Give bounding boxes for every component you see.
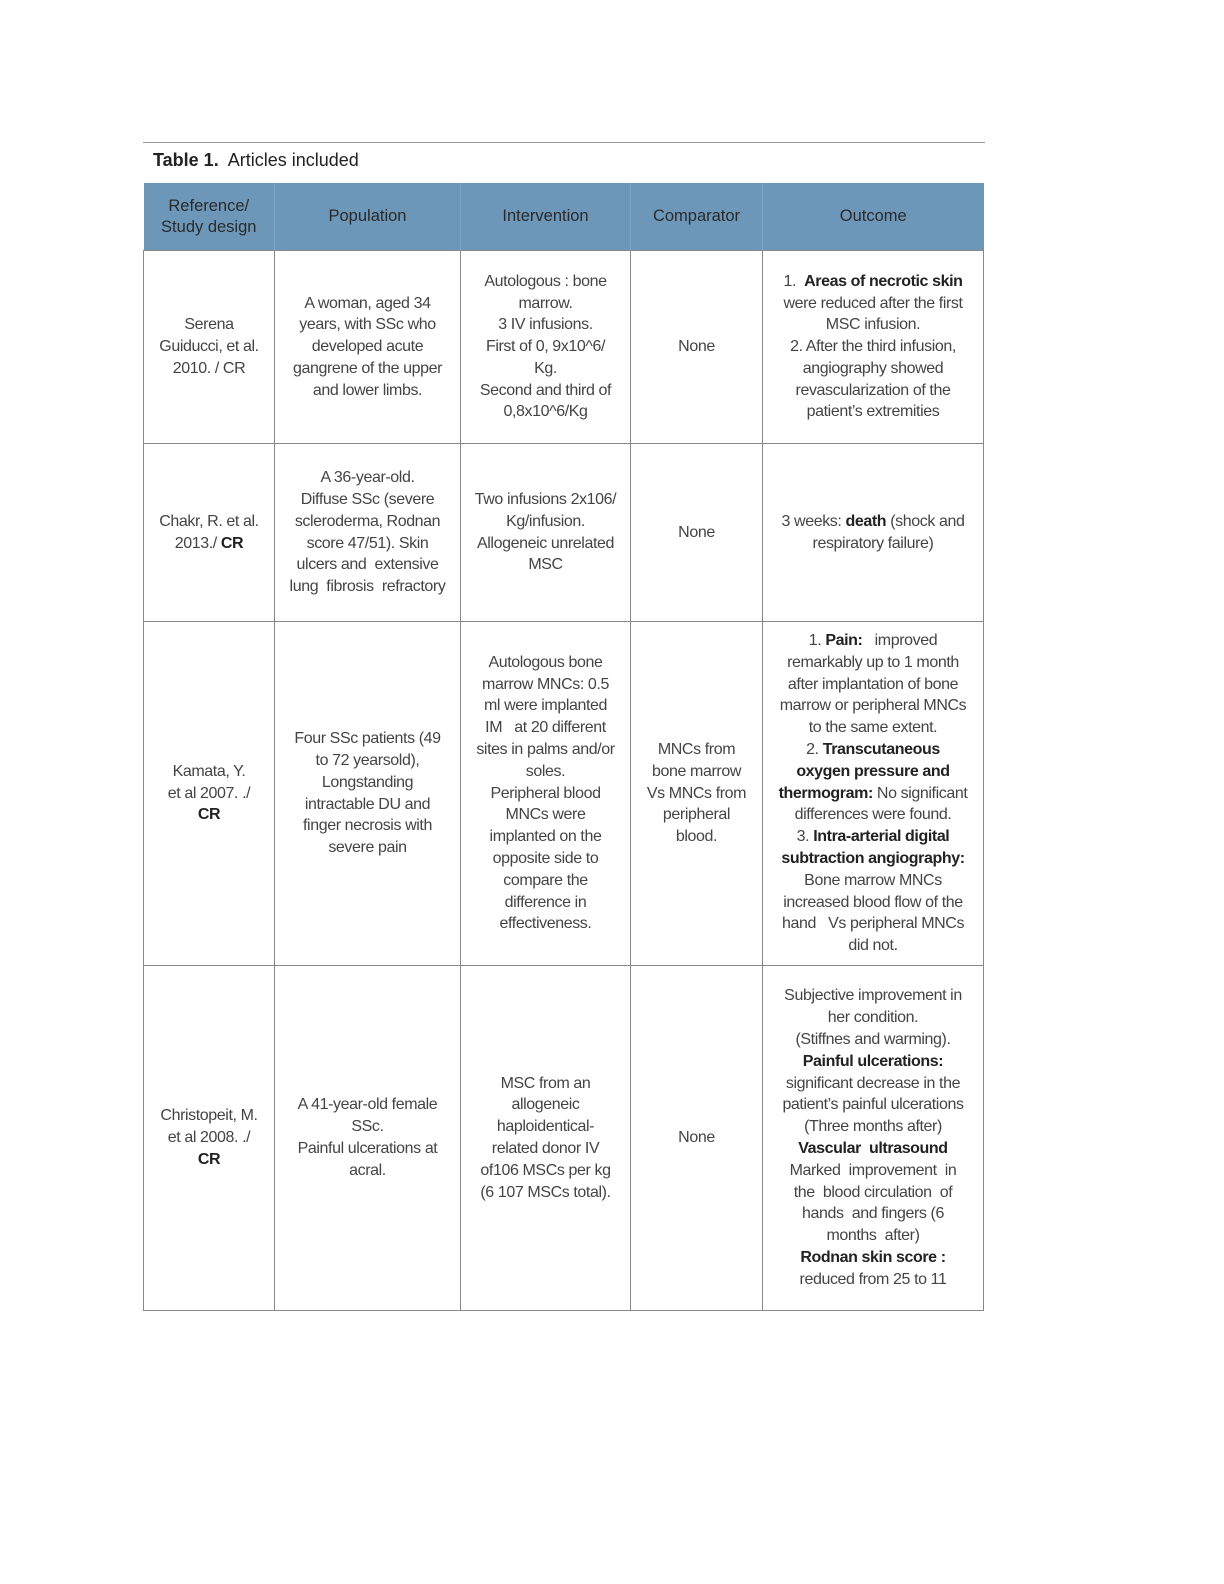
cell-line bbox=[461, 804, 630, 826]
bold-text: Intra-arterial digital bbox=[813, 828, 950, 846]
text: Kg/infusion. bbox=[506, 512, 585, 530]
cell-line bbox=[631, 522, 762, 544]
text: hands and fingers (6 bbox=[802, 1205, 944, 1223]
cell-line bbox=[763, 848, 983, 870]
text: ulcers and extensive bbox=[296, 556, 439, 574]
text: Guiducci, et al. bbox=[159, 338, 259, 356]
cell-line bbox=[763, 1247, 983, 1269]
text: No significant bbox=[872, 784, 968, 802]
text: differences were found. bbox=[794, 806, 952, 824]
header-text: Outcome bbox=[839, 207, 907, 225]
cell-line bbox=[461, 674, 630, 696]
text: haploidentical- bbox=[496, 1118, 595, 1136]
text: effectiveness. bbox=[499, 915, 592, 933]
text: scleroderma, Rodnan bbox=[294, 512, 441, 530]
bold-text: CR bbox=[197, 806, 221, 824]
cell-line bbox=[763, 1225, 983, 1247]
cell-line bbox=[275, 815, 460, 837]
cell-line bbox=[763, 1094, 983, 1116]
text: Autologous : bone bbox=[484, 272, 607, 290]
text: lung fibrosis refractory bbox=[289, 578, 446, 596]
text: improved bbox=[862, 632, 938, 650]
text: 0,8x10^6/Kg bbox=[503, 403, 588, 421]
cell-line bbox=[763, 1182, 983, 1204]
text: the blood circulation of bbox=[793, 1183, 953, 1201]
bold-text: Rodnan skin score : bbox=[800, 1248, 946, 1266]
cell-line bbox=[275, 772, 460, 794]
cell-line bbox=[631, 804, 762, 826]
cell-line bbox=[275, 358, 460, 380]
cell-line bbox=[631, 826, 762, 848]
header-outcome bbox=[763, 183, 984, 251]
text: opposite side to bbox=[492, 849, 599, 867]
cell-line bbox=[461, 1160, 630, 1182]
text: significant decrease in the bbox=[785, 1074, 961, 1092]
cell-line bbox=[144, 336, 274, 358]
cell-line bbox=[763, 511, 983, 533]
text: patient’s extremities bbox=[806, 403, 940, 421]
cell-intervention bbox=[461, 444, 631, 622]
cell-intervention bbox=[461, 251, 631, 444]
text: developed acute bbox=[311, 338, 424, 356]
cell-line bbox=[144, 1127, 274, 1149]
cell-line bbox=[763, 717, 983, 739]
text: acral. bbox=[349, 1161, 386, 1179]
cell-line bbox=[763, 1138, 983, 1160]
text: Four SSc patients (49 bbox=[294, 730, 441, 748]
cell-comparator bbox=[631, 444, 763, 622]
text: MSC bbox=[528, 556, 563, 574]
text: et al 2007. ./ bbox=[167, 784, 251, 802]
text: Serena bbox=[184, 316, 234, 334]
cell-line bbox=[461, 1094, 630, 1116]
cell-outcome bbox=[763, 966, 984, 1311]
cell-line bbox=[461, 1116, 630, 1138]
text: sites in palms and/or bbox=[476, 741, 615, 758]
text: compare the bbox=[503, 871, 588, 889]
cell-reference bbox=[144, 622, 275, 966]
cell-line bbox=[144, 358, 274, 380]
cell-comparator bbox=[631, 966, 763, 1311]
text: et al 2008. ./ bbox=[167, 1129, 251, 1147]
cell-line bbox=[144, 511, 274, 533]
cell-line bbox=[763, 1073, 983, 1095]
cell-line bbox=[461, 293, 630, 315]
cell-line bbox=[461, 271, 630, 293]
cell-population bbox=[275, 966, 461, 1311]
text: angiography showed bbox=[802, 359, 944, 377]
cell-line bbox=[275, 489, 460, 511]
text: to 72 yearsold), bbox=[315, 751, 420, 769]
text: 1. bbox=[808, 632, 826, 650]
text: months after) bbox=[826, 1227, 920, 1245]
cell-reference bbox=[144, 251, 275, 444]
caption-title: Articles included bbox=[227, 150, 359, 170]
cell-line bbox=[275, 576, 460, 598]
text: MSC from an bbox=[500, 1074, 591, 1092]
cell-line bbox=[461, 826, 630, 848]
cell-line bbox=[763, 293, 983, 315]
articles-table bbox=[143, 183, 984, 1311]
text: soles. bbox=[525, 762, 566, 780]
cell-line bbox=[461, 1182, 630, 1204]
cell-line bbox=[631, 739, 762, 761]
cell-line bbox=[461, 870, 630, 892]
cell-population bbox=[275, 622, 461, 966]
cell-line bbox=[275, 1094, 460, 1116]
cell-line bbox=[275, 837, 460, 859]
text: after implantation of bone bbox=[787, 675, 959, 693]
cell-line bbox=[763, 1269, 983, 1291]
text: her condition. bbox=[827, 1009, 919, 1027]
cell-line bbox=[461, 1073, 630, 1095]
text: Subjective improvement in bbox=[784, 987, 962, 1005]
cell-line bbox=[763, 1007, 983, 1029]
header-text: Intervention bbox=[502, 207, 589, 225]
text: None bbox=[678, 338, 715, 356]
cell-line bbox=[763, 380, 983, 402]
cell-line bbox=[144, 1149, 274, 1171]
text: score 47/51). Skin bbox=[306, 534, 429, 552]
text: ml were implanted bbox=[483, 697, 608, 715]
cell-line bbox=[763, 533, 983, 555]
header-intervention bbox=[461, 183, 631, 251]
cell-outcome bbox=[763, 622, 984, 966]
cell-line bbox=[763, 1029, 983, 1051]
cell-line bbox=[631, 761, 762, 783]
text: difference in bbox=[504, 893, 587, 911]
cell-line bbox=[763, 783, 983, 805]
text: peripheral bbox=[662, 806, 731, 824]
cell-line bbox=[763, 739, 983, 761]
header-row bbox=[144, 183, 984, 251]
text: (6 107 MSCs total). bbox=[480, 1183, 611, 1201]
cell-line bbox=[763, 695, 983, 717]
bold-text: death bbox=[845, 512, 887, 530]
cell-reference bbox=[144, 444, 275, 622]
cell-population bbox=[275, 251, 461, 444]
text: (Three months after) bbox=[804, 1118, 942, 1136]
text: Diffuse SSc (severe bbox=[300, 490, 435, 508]
text: of106 MSCs per kg bbox=[480, 1161, 611, 1179]
bold-text: Transcutaneous bbox=[822, 741, 940, 758]
bold-text: oxygen pressure and bbox=[796, 762, 950, 780]
bold-text: Pain: bbox=[825, 632, 863, 650]
cell-line bbox=[763, 1116, 983, 1138]
header-text: Study design bbox=[161, 217, 257, 236]
bold-text: CR bbox=[220, 534, 244, 552]
cell-line bbox=[763, 630, 983, 652]
text: Allogeneic unrelated bbox=[477, 534, 614, 552]
cell-line bbox=[461, 913, 630, 935]
text: A woman, aged 34 bbox=[304, 294, 431, 312]
cell-comparator bbox=[631, 251, 763, 444]
cell-line bbox=[461, 380, 630, 402]
cell-line bbox=[275, 1116, 460, 1138]
table-row bbox=[144, 251, 984, 444]
cell-outcome bbox=[763, 251, 984, 444]
cell-line bbox=[275, 1138, 460, 1160]
bold-text: subtraction angiography: bbox=[781, 849, 965, 867]
cell-line bbox=[461, 489, 630, 511]
cell-line bbox=[275, 293, 460, 315]
cell-line bbox=[275, 750, 460, 772]
cell-line bbox=[275, 1160, 460, 1182]
text: did not. bbox=[848, 937, 898, 955]
text: remarkably up to 1 month bbox=[787, 653, 959, 671]
cell-line bbox=[763, 804, 983, 826]
text: implanted on the bbox=[489, 828, 602, 846]
text: 2013./ bbox=[174, 534, 221, 552]
cell-line bbox=[461, 695, 630, 717]
cell-line bbox=[763, 913, 983, 935]
cell-line bbox=[144, 1105, 274, 1127]
text: 2. After the third infusion, bbox=[790, 338, 956, 356]
cell-line bbox=[275, 467, 460, 489]
text: marrow MNCs: 0.5 bbox=[482, 675, 609, 693]
text: Longstanding bbox=[321, 773, 414, 791]
text: First of 0, 9x10^6/ bbox=[485, 338, 606, 356]
cell-line bbox=[763, 358, 983, 380]
cell-line bbox=[763, 652, 983, 674]
text: allogeneic bbox=[511, 1096, 580, 1114]
cell-line bbox=[275, 794, 460, 816]
cell-line bbox=[631, 336, 762, 358]
text: Peripheral blood bbox=[490, 784, 601, 802]
cell-line bbox=[763, 336, 983, 358]
header-reference bbox=[144, 183, 275, 251]
cell-line bbox=[763, 1051, 983, 1073]
cell-line bbox=[275, 314, 460, 336]
cell-line bbox=[461, 761, 630, 783]
header-population bbox=[275, 183, 461, 251]
cell-line bbox=[461, 783, 630, 805]
text: A 36-year-old. bbox=[320, 469, 415, 487]
text: increased blood flow of the bbox=[783, 893, 963, 911]
cell-line bbox=[275, 533, 460, 555]
bold-text: Areas of necrotic skin bbox=[804, 272, 963, 290]
cell-line bbox=[763, 761, 983, 783]
text: finger necrosis with bbox=[303, 817, 432, 835]
text: Marked improvement in bbox=[789, 1161, 957, 1179]
cell-line bbox=[763, 870, 983, 892]
cell-population bbox=[275, 444, 461, 622]
text: reduced from 25 to 11 bbox=[799, 1270, 947, 1288]
cell-line bbox=[631, 783, 762, 805]
cell-line bbox=[763, 271, 983, 293]
cell-line bbox=[461, 1138, 630, 1160]
cell-line bbox=[461, 717, 630, 739]
text: MNCs were bbox=[505, 806, 586, 824]
text: MSC infusion. bbox=[825, 316, 921, 334]
text: Bone marrow MNCs bbox=[804, 871, 942, 889]
top-rule bbox=[143, 142, 985, 143]
text: Second and third of bbox=[479, 381, 612, 399]
text: and lower limbs. bbox=[312, 381, 423, 399]
text: hand Vs peripheral MNCs bbox=[781, 915, 965, 933]
cell-line bbox=[763, 1203, 983, 1225]
bold-text: CR bbox=[197, 1150, 221, 1168]
cell-line bbox=[461, 314, 630, 336]
cell-line bbox=[275, 511, 460, 533]
header-text: Population bbox=[328, 207, 407, 225]
text: None bbox=[678, 1129, 715, 1147]
cell-line bbox=[763, 892, 983, 914]
text: Painful ulcerations at bbox=[297, 1140, 438, 1157]
cell-reference bbox=[144, 966, 275, 1311]
cell-line bbox=[461, 401, 630, 423]
text: blood. bbox=[675, 828, 718, 846]
text: marrow or peripheral MNCs bbox=[779, 697, 967, 715]
table-caption bbox=[153, 150, 359, 171]
text: 3 IV infusions. bbox=[498, 316, 593, 334]
text: to the same extent. bbox=[808, 719, 938, 737]
text: related donor IV bbox=[491, 1140, 600, 1157]
cell-line bbox=[763, 826, 983, 848]
text: marrow. bbox=[518, 294, 573, 312]
text: Autologous bone bbox=[488, 653, 603, 671]
cell-line bbox=[461, 892, 630, 914]
cell-comparator bbox=[631, 622, 763, 966]
cell-line bbox=[144, 804, 274, 826]
text: (shock and bbox=[886, 512, 965, 530]
cell-line bbox=[763, 935, 983, 957]
cell-line bbox=[144, 533, 274, 555]
text: IM at 20 different bbox=[485, 719, 606, 737]
cell-line bbox=[461, 336, 630, 358]
cell-line bbox=[461, 848, 630, 870]
text: Two infusions 2x106/ bbox=[474, 490, 617, 508]
text: Kamata, Y. bbox=[172, 762, 246, 780]
header-text: Comparator bbox=[652, 207, 741, 225]
cell-outcome bbox=[763, 444, 984, 622]
text: respiratory failure) bbox=[812, 534, 934, 552]
text: patient’s painful ulcerations bbox=[782, 1096, 964, 1114]
cell-line bbox=[144, 761, 274, 783]
cell-line bbox=[275, 380, 460, 402]
text: bone marrow bbox=[652, 762, 741, 780]
cell-line bbox=[461, 554, 630, 576]
text: intractable DU and bbox=[304, 795, 431, 813]
cell-intervention bbox=[461, 622, 631, 966]
table-row bbox=[144, 966, 984, 1311]
cell-line bbox=[763, 1160, 983, 1182]
text: Vs MNCs from bbox=[646, 784, 747, 802]
cell-line bbox=[275, 336, 460, 358]
table-row bbox=[144, 444, 984, 622]
header-comparator bbox=[631, 183, 763, 251]
text: 2. bbox=[806, 741, 823, 758]
text: 2010. / CR bbox=[172, 359, 246, 377]
cell-intervention bbox=[461, 966, 631, 1311]
text: Chakr, R. et al. bbox=[159, 512, 259, 530]
cell-line bbox=[461, 652, 630, 674]
text: 3. bbox=[796, 828, 814, 846]
cell-line bbox=[763, 674, 983, 696]
bold-text: Painful ulcerations: bbox=[802, 1052, 944, 1070]
text: were reduced after the first bbox=[783, 294, 963, 312]
cell-line bbox=[461, 533, 630, 555]
cell-line bbox=[763, 401, 983, 423]
bold-text: Vascular ultrasound bbox=[798, 1140, 948, 1157]
cell-line bbox=[144, 783, 274, 805]
text: revascularization of the bbox=[795, 381, 951, 399]
cell-line bbox=[275, 728, 460, 750]
cell-line bbox=[144, 314, 274, 336]
text: A 41-year-old female bbox=[297, 1096, 438, 1114]
text: severe pain bbox=[328, 839, 407, 857]
cell-line bbox=[461, 511, 630, 533]
cell-line bbox=[763, 985, 983, 1007]
table-row bbox=[144, 622, 984, 966]
header-text: Reference/ bbox=[168, 196, 250, 215]
text: Kg. bbox=[534, 359, 557, 377]
text: 1. bbox=[783, 272, 805, 290]
bold-text: thermogram: bbox=[778, 784, 873, 802]
cell-line bbox=[763, 314, 983, 336]
text: gangrene of the upper bbox=[292, 359, 443, 377]
caption-label: Table 1. bbox=[153, 150, 219, 170]
text: years, with SSc who bbox=[299, 316, 436, 334]
text: (Stiffnes and warming). bbox=[795, 1031, 951, 1049]
text: Christopeit, M. bbox=[160, 1107, 258, 1125]
cell-line bbox=[461, 739, 630, 761]
text: SSc. bbox=[351, 1118, 384, 1136]
cell-line bbox=[275, 554, 460, 576]
text: MNCs from bbox=[657, 741, 736, 758]
text: 3 weeks: bbox=[781, 512, 846, 530]
text: None bbox=[678, 523, 715, 541]
cell-line bbox=[631, 1127, 762, 1149]
cell-line bbox=[461, 358, 630, 380]
